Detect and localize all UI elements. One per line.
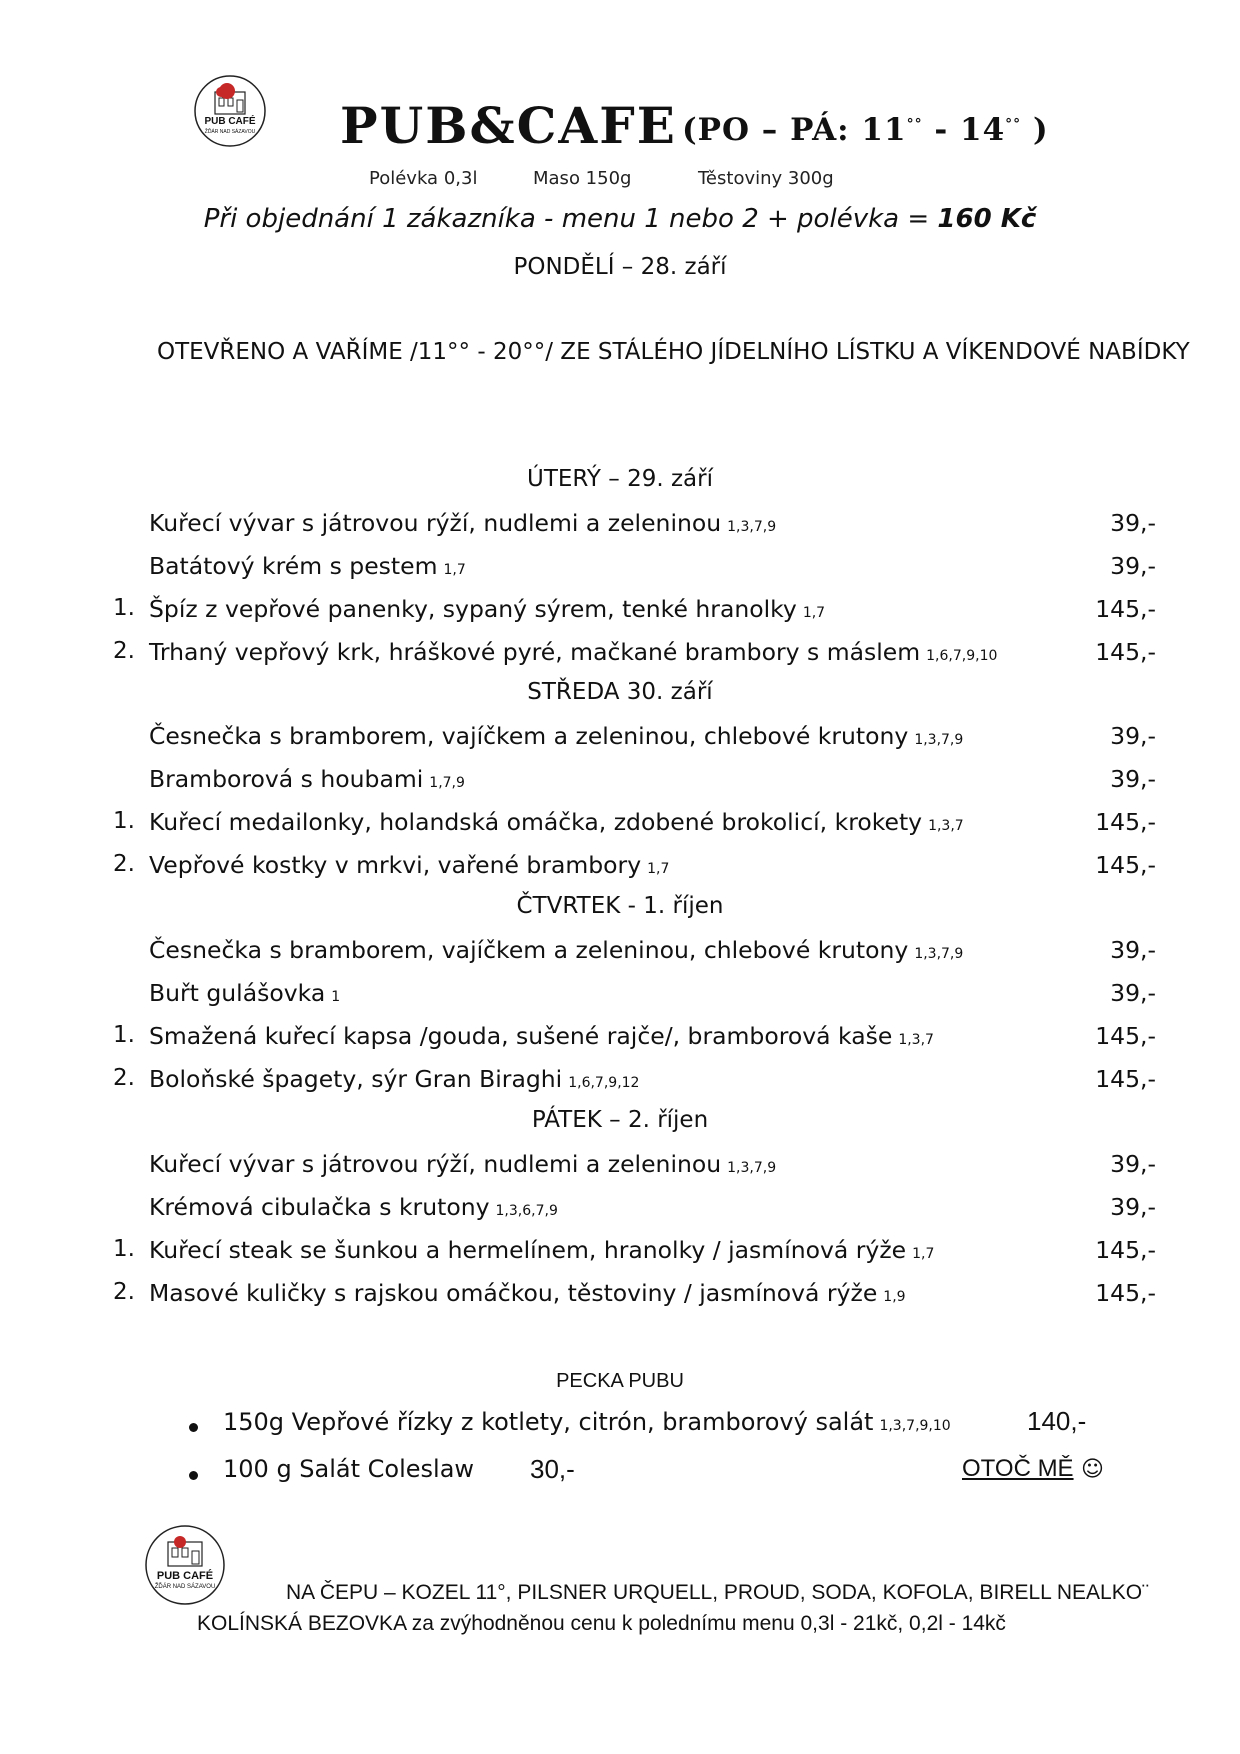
- menu-item-price: 39,-: [1110, 722, 1156, 750]
- menu-item-price: 145,-: [1095, 638, 1156, 666]
- menu-item-number: 2.: [113, 851, 135, 877]
- pecka-item-label: 150g Vepřové řízky z kotlety, citrón, bramborový salát: [223, 1408, 874, 1436]
- menu-item: [0, 1236, 1240, 1276]
- menu-item: [0, 1022, 1240, 1062]
- menu-item-number: 1.: [113, 1236, 135, 1262]
- day-heading-friday: PÁTEK – 2. říjen: [531, 1107, 709, 1133]
- turn-over-label: OTOČ MĚ: [962, 1455, 1074, 1482]
- menu-item-number: 2.: [113, 1065, 135, 1091]
- menu-item-price: 39,-: [1110, 1150, 1156, 1178]
- menu-item-allergens: 1,3,7: [928, 818, 964, 834]
- menu-item-label: Buřt gulášovka: [149, 979, 326, 1007]
- menu-item-allergens: 1,7: [912, 1246, 935, 1262]
- menu-item-label: Bramborová s houbami: [149, 765, 424, 793]
- menu-item-allergens: 1,7: [443, 562, 466, 578]
- pecka-item-allergens: 1,3,7,9,10: [879, 1418, 951, 1434]
- menu-item-number: 1.: [113, 808, 135, 834]
- menu-item-number: 2.: [113, 1279, 135, 1305]
- menu-item-label: Kuřecí medailonky, holandská omáčka, zdobené brokolicí, krokety: [149, 808, 923, 836]
- menu-item-price: 39,-: [1110, 552, 1156, 580]
- day-heading-wednesday: STŘEDA 30. září: [527, 679, 713, 705]
- footer-elderflower-offer: KOLÍNSKÁ BEZOVKA za zvýhodněnou cenu k polednímu menu 0,3l - 21kč, 0,2l - 14kč: [197, 1612, 1006, 1635]
- menu-item-price: 145,-: [1095, 851, 1156, 879]
- menu-item-name: [149, 1150, 776, 1178]
- menu-item-number: 1.: [113, 595, 135, 621]
- menu-item-price: 145,-: [1095, 595, 1156, 623]
- menu-item-allergens: 1,7: [647, 861, 670, 877]
- day-heading-monday: PONDĚLÍ – 28. září: [513, 254, 727, 280]
- menu-item-allergens: 1,3,7,9: [914, 732, 964, 748]
- menu-item-allergens: 1: [331, 989, 341, 1005]
- pecka-item: [0, 1408, 1240, 1448]
- hours-sup-end: °°: [1005, 116, 1022, 133]
- hours-prefix: (PO – PÁ: 11: [682, 112, 907, 148]
- pecka-title: PECKA PUBU: [556, 1370, 684, 1392]
- menu-item-number: 2.: [113, 638, 135, 664]
- menu-item: [0, 1279, 1240, 1319]
- logo-name: PUB CAFÉ: [156, 1570, 214, 1582]
- menu-item-name: [149, 722, 963, 750]
- page-title: PUB&CAFE: [340, 96, 677, 155]
- day-heading-thursday: ČTVRTEK - 1. říjen: [516, 893, 724, 919]
- bullet-icon: [189, 1471, 198, 1480]
- pub-cafe-logo-top: [193, 74, 267, 148]
- menu-item: [0, 936, 1240, 976]
- menu-item-label: Batátový krém s pestem: [149, 552, 438, 580]
- pecka-item-name: [223, 1408, 951, 1436]
- logo-emblem-icon: [193, 74, 267, 148]
- logo-place: ŽĎÁR NAD SÁZAVOU: [154, 1584, 216, 1590]
- menu-item: [0, 1150, 1240, 1190]
- menu-item: [0, 1193, 1240, 1233]
- offer-price: 160 Kč: [937, 204, 1037, 234]
- menu-item-name: [149, 509, 776, 537]
- menu-item-allergens: 1,3,7,9: [727, 519, 777, 535]
- pub-cafe-logo-bottom: [144, 1524, 226, 1606]
- menu-item-allergens: 1,6,7,9,10: [926, 648, 998, 664]
- menu-item: [0, 595, 1240, 635]
- menu-item-allergens: 1,6,7,9,12: [568, 1075, 640, 1091]
- pecka-item-price: 140,-: [1027, 1406, 1087, 1436]
- portion-meat: Maso 150g: [533, 168, 632, 189]
- menu-item-label: Kuřecí vývar s játrovou rýží, nudlemi a zeleninou: [149, 509, 722, 537]
- menu-item-label: Kuřecí vývar s játrovou rýží, nudlemi a zeleninou: [149, 1150, 722, 1178]
- menu-item-allergens: 1,3,7,9: [914, 946, 964, 962]
- menu-item-number: 1.: [113, 1022, 135, 1048]
- monday-notice: OTEVŘENO A VAŘÍME /11°° - 20°°/ ZE STÁLÉHO JÍDELNÍHO LÍSTKU A VÍKENDOVÉ NABÍDKY: [157, 339, 1190, 365]
- menu-item-price: 39,-: [1110, 1193, 1156, 1221]
- menu-item: [0, 509, 1240, 549]
- menu-item-label: Krémová cibulačka s krutony: [149, 1193, 490, 1221]
- pecka-item-name: 100 g Salát Coleslaw: [223, 1455, 475, 1483]
- menu-item: [0, 722, 1240, 762]
- pecka-item-price: 30,-: [530, 1454, 575, 1484]
- menu-item-label: Česnečka s bramborem, vajíčkem a zeleninou, chlebové krutony: [149, 722, 909, 750]
- menu-item-price: 39,-: [1110, 979, 1156, 1007]
- turn-over-link[interactable]: [962, 1455, 1074, 1483]
- menu-item: [0, 552, 1240, 592]
- menu-item-name: [149, 1193, 558, 1221]
- menu-item-name: [149, 765, 465, 793]
- menu-item-name: [149, 638, 997, 666]
- logo-emblem-icon: [144, 1524, 226, 1606]
- pecka-item: [0, 1455, 1240, 1495]
- menu-item-price: 145,-: [1095, 1065, 1156, 1093]
- hours-suffix: ): [1021, 112, 1049, 148]
- menu-item-allergens: 1,9: [883, 1289, 906, 1305]
- menu-item-price: 39,-: [1110, 765, 1156, 793]
- menu-item: [0, 638, 1240, 678]
- footer-on-tap: NA ČEPU – KOZEL 11°, PILSNER URQUELL, PROUD, SODA, KOFOLA, BIRELL NEALKO¨: [286, 1581, 1150, 1604]
- menu-item-name: [149, 1279, 906, 1307]
- menu-item: [0, 979, 1240, 1019]
- hours-sup-start: °°: [906, 116, 923, 133]
- menu-item-price: 145,-: [1095, 1236, 1156, 1264]
- menu-item-price: 145,-: [1095, 1279, 1156, 1307]
- menu-item-price: 145,-: [1095, 808, 1156, 836]
- menu-item-name: [149, 851, 669, 879]
- menu-item-name: [149, 1022, 934, 1050]
- menu-item-name: [149, 595, 825, 623]
- menu-item-label: Špíz z vepřové panenky, sypaný sýrem, tenké hranolky: [149, 595, 797, 623]
- menu-item-allergens: 1,3,7: [898, 1032, 934, 1048]
- menu-item-allergens: 1,3,7,9: [727, 1160, 777, 1176]
- logo-name: PUB CAFÉ: [204, 116, 256, 127]
- menu-item-label: Vepřové kostky v mrkvi, vařené brambory: [149, 851, 642, 879]
- menu-item-name: [149, 808, 964, 836]
- bullet-icon: [189, 1423, 198, 1432]
- portion-soup: Polévka 0,3l: [369, 168, 478, 189]
- menu-item-name: [149, 1065, 639, 1093]
- portion-pasta: Těstoviny 300g: [698, 168, 834, 189]
- day-heading-tuesday: ÚTERÝ – 29. září: [527, 466, 713, 492]
- menu-item-label: Smažená kuřecí kapsa /gouda, sušené rajče/, bramborová kaše: [149, 1022, 893, 1050]
- hours-mid: - 14: [922, 112, 1006, 148]
- menu-item-name: [149, 936, 963, 964]
- menu-item-price: 39,-: [1110, 509, 1156, 537]
- menu-item: [0, 1065, 1240, 1105]
- menu-item: [0, 765, 1240, 805]
- smiley-icon: ☺: [1081, 1457, 1104, 1482]
- menu-item-name: [149, 552, 466, 580]
- menu-item: [0, 851, 1240, 891]
- menu-item-label: Kuřecí steak se šunkou a hermelínem, hranolky / jasmínová rýže: [149, 1236, 907, 1264]
- offer-text: Při objednání 1 zákazníka - menu 1 nebo 2 + polévka =: [203, 204, 938, 234]
- menu-item-price: 39,-: [1110, 936, 1156, 964]
- menu-offer: [0, 204, 1240, 234]
- menu-item-label: Trhaný vepřový krk, hráškové pyré, mačkané brambory s máslem: [149, 638, 921, 666]
- menu-item: [0, 808, 1240, 848]
- menu-item-allergens: 1,7,9: [429, 775, 465, 791]
- menu-item-label: Masové kuličky s rajskou omáčkou, těstoviny / jasmínová rýže: [149, 1279, 878, 1307]
- menu-item-label: Česnečka s bramborem, vajíčkem a zeleninou, chlebové krutony: [149, 936, 909, 964]
- menu-item-label: Boloňské špagety, sýr Gran Biraghi: [149, 1065, 563, 1093]
- menu-item-price: 145,-: [1095, 1022, 1156, 1050]
- opening-hours: [682, 112, 1049, 148]
- menu-item-allergens: 1,3,6,7,9: [495, 1203, 558, 1219]
- logo-place: ŽĎÁR NAD SÁZAVOU: [204, 129, 256, 135]
- menu-item-name: [149, 1236, 934, 1264]
- menu-item-allergens: 1,7: [802, 605, 826, 621]
- menu-item-name: [149, 979, 340, 1007]
